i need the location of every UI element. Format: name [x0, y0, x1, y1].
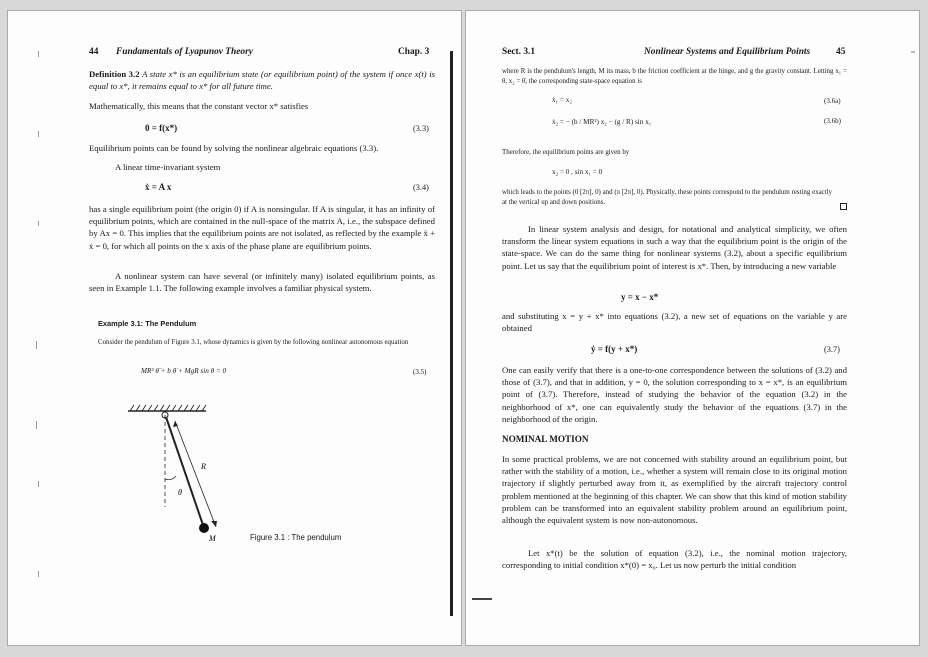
math-line: Mathematically, this means that the constant vector x* satisfies	[89, 101, 309, 111]
angle-arc	[165, 476, 176, 480]
equation-new-variable: y = x − x*	[621, 292, 659, 302]
equation-3-5: MR² θ̈ + b θ̇ + MgR sin θ = 0	[141, 367, 227, 375]
label-theta: θ	[178, 488, 182, 497]
paragraph-nonlinear: Equilibrium points can be found by solving the nonlinear algebraic equations (3.3).	[89, 143, 379, 153]
paragraph-where: where R is the pendulum's length, M its mass, b the friction coefficient at the hinge, and g the gravity constant. Letting x₁ = θ, x₂ = θ̇, the corresponding state-space equation is	[502, 68, 847, 86]
example-text: Consider the pendulum of Figure 3.1, whose dynamics is given by the following nonlinear autonomous equation	[98, 339, 409, 346]
label-M: M	[209, 534, 216, 541]
paragraph-leads: which leads to the points (0 [2π], 0) and (π [2π], 0). Physically, these points correspond to the pendulum resting exactly at the vertical up and down positions.	[502, 189, 832, 207]
paragraph-lti: A linear time-invariant system	[115, 162, 221, 172]
paragraph-several: A nonlinear system can have several (or infinitely many) isolated equilibrium points, as seen in Example 1.1. The following example involves a familiar physical system.	[89, 271, 435, 294]
paragraph-practical: In some practical problems, we are not concerned with stability around an equilibrium point, but rather with the stability of a motion, i.e., whether a system will remain close to its original motion trajectory if slightly perturbed away from it, as exemplified by the aircraft trajectory control problem mentioned at the beginning of this chapter. We can show that this kind of motion stability problem can be transformed into an equivalent stability problem around an equilibrium point, although the equivalent system is now non-autonomous.	[502, 454, 847, 526]
pendulum-mass	[199, 523, 209, 533]
paragraph-let: Let x*(t) be the solution of equation (3.2), i.e., the nominal motion trajectory, corresponding to initial condition x*(0) = x₀. Let us now perturb the initial condition	[502, 548, 847, 571]
right-page	[465, 10, 920, 646]
equation-3-6a: ẋ₁ = x₂	[552, 96, 572, 104]
equation-3-3-number: (3.3)	[413, 124, 429, 133]
paragraph-linear-analysis: In linear system analysis and design, for notational and analytical simplicity, we often transform the linear system equations in such a way that the equilibrium point is the origin of the state-space. We can do the same thing for nonlinear systems (3.2), about a specific equilibrium point. Let us say that the equilibrium point of interest is x*. Then, by introducing a new variable	[502, 224, 847, 271]
equation-3-6b: ẋ₂ = − (b / MR²) x₂ − (g / R) sin x₁	[552, 118, 652, 126]
chapter-label: Chap. 3	[398, 47, 430, 57]
equation-3-7: ẏ = f(y + x*)	[591, 344, 638, 354]
equation-3-3: 0 = f(x*)	[145, 123, 178, 133]
end-of-example-box	[840, 203, 847, 210]
page-marker	[472, 598, 492, 600]
paragraph-substituting: and substituting x = y + x* into equations (3.2), a new set of equations on the variable y are obtained	[502, 311, 847, 334]
equation-3-6b-number: (3.6b)	[824, 117, 841, 125]
pendulum-figure	[118, 401, 228, 541]
margin-dot	[911, 51, 915, 53]
definition-block	[89, 68, 435, 92]
paragraph-single-equilibrium: has a single equilibrium point (the origin 0) if A is nonsingular. If A is singular, it has an infinity of equilibrium points, which are contained in the null-space of the matrix A, i.e., the subspace defined by Ax = 0. This implies that the equilibrium points are not isolated, as reflected by the example ẍ + ẋ = 0, for which all points on the x axis of the phase plane are equilibrium points.	[89, 204, 435, 251]
page-binding-bar	[450, 51, 453, 616]
example-title: Example 3.1: The Pendulum	[98, 319, 197, 328]
equation-3-5-number: (3.5)	[413, 368, 427, 376]
page-number-right: 45	[836, 47, 846, 57]
equation-equilibrium-points: x₂ = 0 , sin x₁ = 0	[552, 168, 603, 176]
equation-3-7-number: (3.7)	[824, 345, 840, 354]
left-page	[7, 10, 462, 646]
paragraph-one-to-one: One can easily verify that there is a one-to-one correspondence between the solutions of (3.2) and those of (3.7), and that in addition, y = 0, the solution corresponding to x = x*, is an equilibrium point of (3.7). Therefore, instead of studying the behavior of the equation (3.2) in the neighborhood of x*, one can equivalently study the behavior of the equations (3.7) in the neighborhood of the origin.	[502, 365, 847, 424]
running-head-left: Fundamentals of Lyapunov Theory	[116, 47, 253, 57]
section-heading: NOMINAL MOTION	[502, 434, 589, 444]
running-head-right: Nonlinear Systems and Equilibrium Points	[644, 47, 811, 57]
length-arrow	[175, 421, 216, 527]
section-label: Sect. 3.1	[502, 47, 536, 57]
label-R: R	[201, 462, 206, 471]
definition-text: A state x* is an equilibrium state (or equilibrium point) of the system if once x(t) is equal to x*, it remains equal to x* for all future time.	[89, 69, 435, 92]
pendulum-rod	[166, 417, 203, 525]
equation-3-4: ẋ = A x	[145, 182, 172, 192]
equation-3-6a-number: (3.6a)	[824, 97, 841, 105]
ceiling-hatch	[128, 405, 206, 411]
page-number-left: 44	[89, 47, 99, 57]
paragraph-therefore: Therefore, the equilibrium points are given by	[502, 149, 630, 156]
equation-3-4-number: (3.4)	[413, 183, 429, 192]
definition-label: Definition 3.2	[89, 69, 140, 79]
figure-caption: Figure 3.1 : The pendulum	[250, 533, 342, 542]
